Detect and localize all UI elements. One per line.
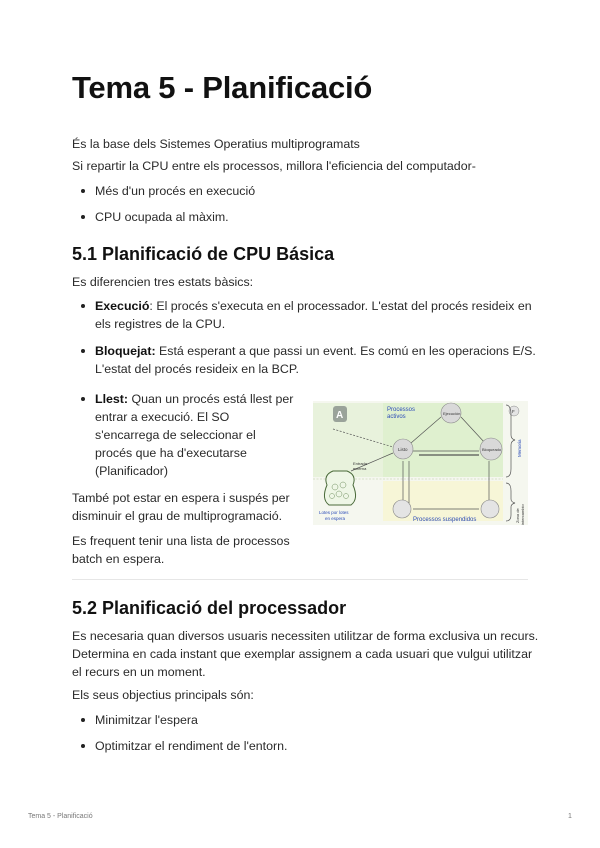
footer-title: Tema 5 - Planificació bbox=[28, 813, 93, 820]
intro-paragraph-1: És la base dels Sistemes Operatius multiprogramats bbox=[72, 137, 360, 151]
batch-sack-icon bbox=[324, 471, 355, 505]
section2-paragraph-1: Es necesaria quan diversos usuaris necessiten utilitzar de forma exclusiva un recurs. bbox=[72, 629, 539, 643]
label-lotes: Lotes por lotes bbox=[319, 510, 349, 515]
section2-paragraph-4: Els seus objectius principals són: bbox=[72, 688, 254, 702]
page-title: Tema 5 - Planificació bbox=[72, 70, 373, 105]
section2-paragraph-2: Determina en cada instant que exemplar assignem a cada usuari que vulgui utilitzar bbox=[72, 647, 533, 661]
states-list bbox=[72, 297, 536, 378]
node-listo-label: Listo bbox=[398, 447, 408, 452]
process-states-diagram bbox=[313, 401, 528, 525]
section-divider bbox=[72, 579, 528, 580]
batch-paragraph: Es frequent tenir una lista de processos batch en espera. bbox=[72, 534, 290, 566]
intro-bullet-list bbox=[72, 182, 255, 226]
state-term: Bloquejat: bbox=[95, 344, 156, 358]
label-entrada: Entrada bbox=[353, 461, 368, 466]
state-execucio: Execució: El procés s'executa en el processador. L'estat del procés resideix en els registres de la CPU. bbox=[72, 297, 536, 333]
node-bloqueado-label: Bloqueado bbox=[482, 447, 502, 452]
label-processos: Processos bbox=[387, 407, 416, 413]
label-memoria: Memoria bbox=[517, 439, 522, 457]
state-term: Llest: bbox=[95, 392, 129, 406]
list-item: Minimitzar l'espera bbox=[72, 711, 287, 729]
intro-paragraph-2: Si repartir la CPU entre els processos, millora l'eficiencia del computador- bbox=[72, 159, 476, 173]
state-llest: Llest: Quan un procés está llest per entrar a execució. El SO s'encarrega de seleccionar el procés que ha d'executarse (Planificador) bbox=[72, 390, 293, 480]
node-ejecucion-label: Ejecución bbox=[443, 411, 461, 416]
objectives-list bbox=[72, 711, 287, 755]
section2-paragraph-3: el recurs en un moment. bbox=[72, 665, 206, 679]
node-fin-label: F bbox=[512, 409, 515, 414]
section-heading-5-2: 5.2 Planificació del processador bbox=[72, 598, 347, 618]
footer-page-number: 1 bbox=[568, 813, 572, 820]
state-term: Execució bbox=[95, 299, 150, 313]
states-intro: Es diferencien tres estats bàsics: bbox=[72, 275, 254, 289]
label-zona: Zona de bbox=[515, 508, 520, 523]
wait-paragraph: També pot estar en espera i suspés per disminuir el grau de multiprogramació. bbox=[72, 491, 290, 523]
list-item: Més d'un procés en execució bbox=[72, 182, 255, 200]
label-intercambio: intercambio bbox=[520, 504, 525, 525]
label-externa: externa bbox=[353, 466, 367, 471]
label-suspendidos: Processos suspendidos bbox=[413, 517, 477, 523]
section-heading-5-1: 5.1 Planificació de CPU Básica bbox=[72, 244, 335, 264]
list-item: CPU ocupada al màxim. bbox=[72, 208, 255, 226]
node-listo-suspendido bbox=[393, 500, 411, 518]
node-bloqueado-suspendido bbox=[481, 500, 499, 518]
state-bloquejat: Bloquejat: Está esperant a que passi un event. Es comú en les operacions E/S. L'estat del procés resideix en la BCP. bbox=[72, 342, 536, 378]
label-en-espera: en espera bbox=[325, 516, 346, 521]
state-llest-list bbox=[72, 390, 293, 480]
list-item: Optimitzar el rendiment de l'entorn. bbox=[72, 737, 287, 755]
label-activos: activos bbox=[387, 414, 406, 420]
active-zone-left bbox=[313, 403, 383, 477]
a-icon-letter: A bbox=[336, 410, 344, 421]
